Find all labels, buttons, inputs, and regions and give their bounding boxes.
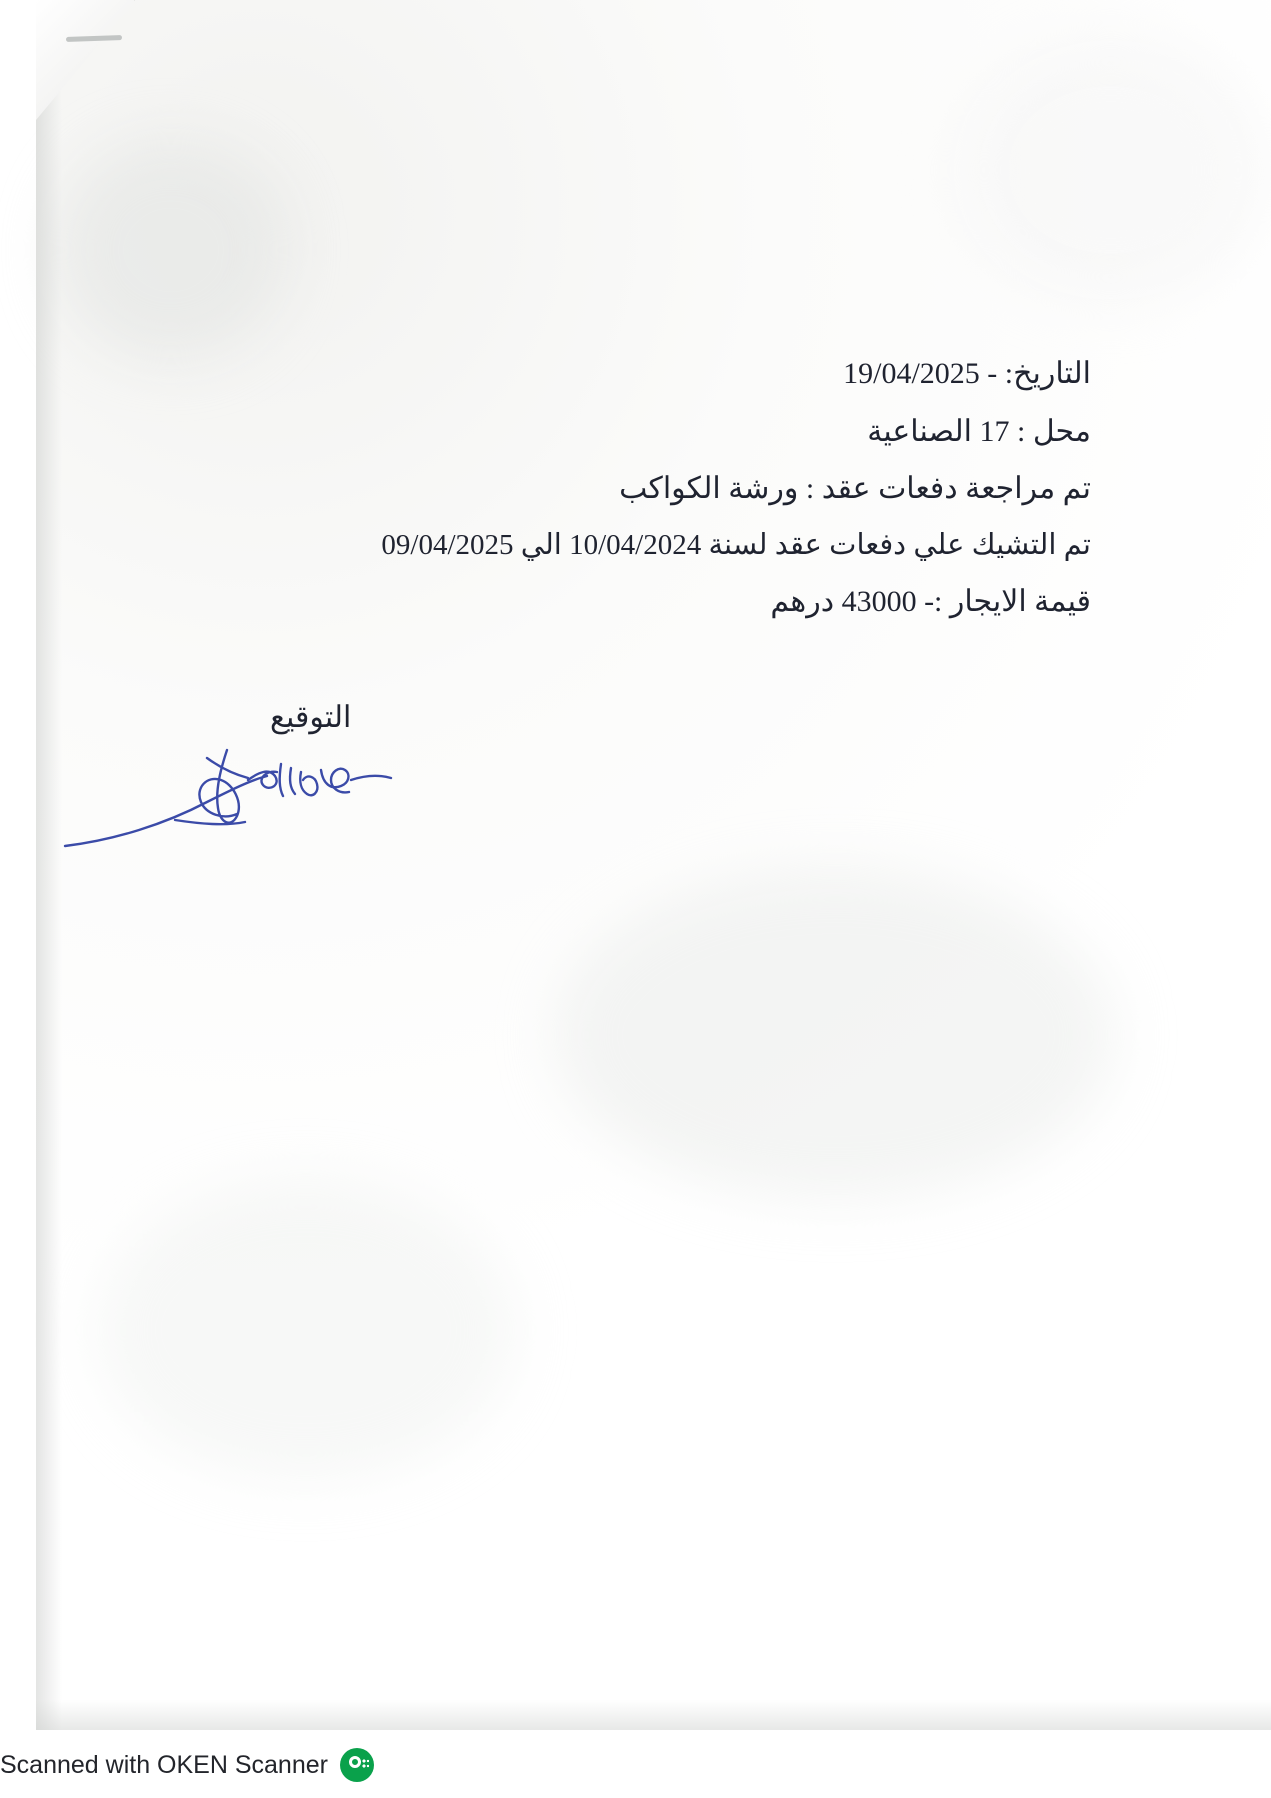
signature-label: التوقيع	[270, 701, 352, 734]
line-payment-period: تم التشيك علي دفعات عقد لسنة 10/04/2024 الي 09/04/2025	[381, 528, 1091, 561]
oken-scanner-logo-icon	[340, 1748, 374, 1782]
signature-block	[55, 700, 475, 870]
paper-shading	[556, 870, 1116, 1200]
line-date: التاريخ: - 19/04/2025	[843, 357, 1091, 390]
document-body-text	[171, 345, 1091, 631]
line-contract-review: تم مراجعة دفعات عقد : ورشة الكواكب	[619, 472, 1091, 506]
line-rent-value: قيمة الايجار :- 43000 درهم	[770, 585, 1091, 619]
paper-shading	[961, 40, 1261, 300]
paper-shading	[96, 1180, 516, 1480]
handwritten-signature	[55, 728, 455, 868]
watermark-text: Scanned with OKEN Scanner	[0, 1750, 328, 1779]
scanner-watermark	[0, 1732, 1271, 1798]
line-shop: محل : 17 الصناعية	[867, 414, 1091, 448]
page-bottom-edge-shadow	[36, 1700, 1271, 1730]
paper-shading	[56, 140, 286, 360]
